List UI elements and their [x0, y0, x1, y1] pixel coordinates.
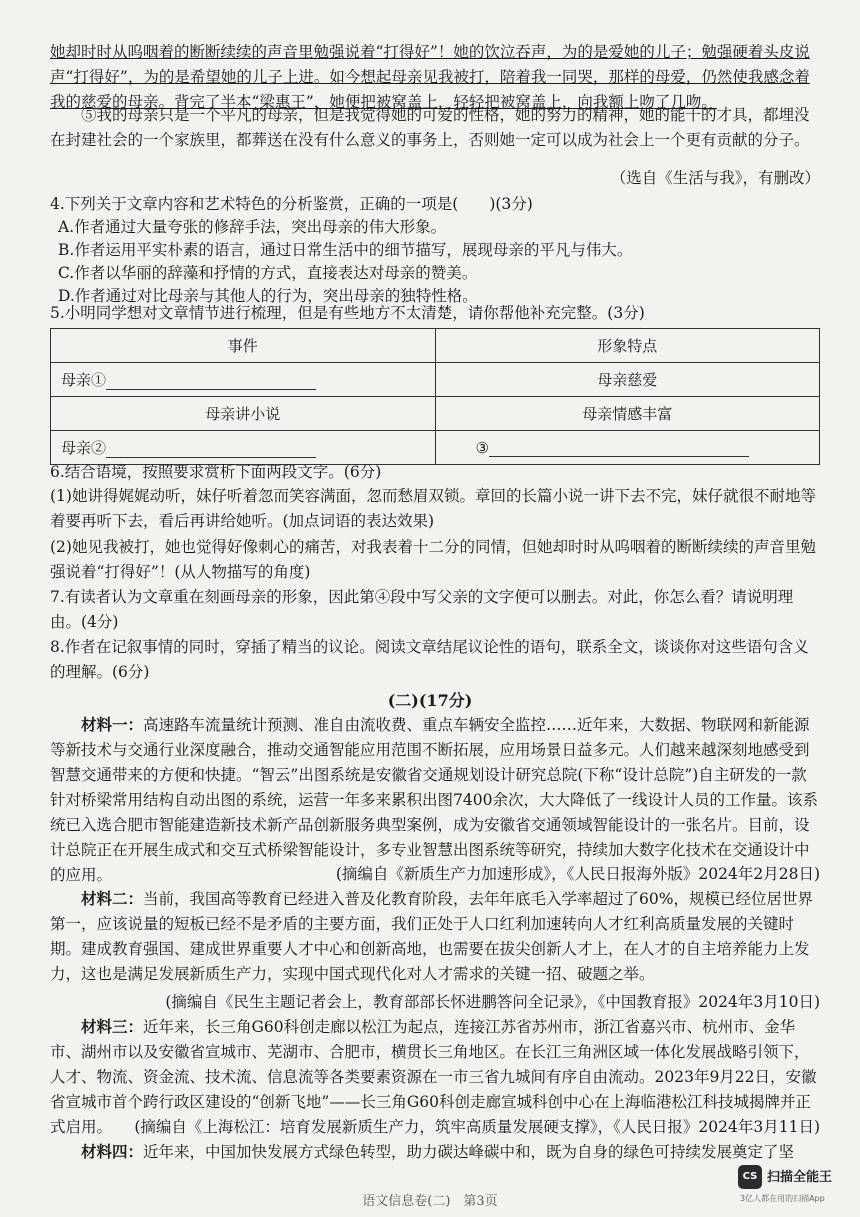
- table-header-event: 事件: [51, 329, 436, 363]
- question-4-option-b: B.作者运用平实朴素的语言，通过日常生活中的细节描写，展现母亲的平凡与伟大。: [58, 241, 633, 259]
- passage-source: （选自《生活与我》，有删改）: [610, 169, 820, 187]
- question-4-option-c: C.作者以华丽的辞藻和抒情的方式，直接表达对母亲的赞美。: [58, 264, 478, 282]
- table-cell-trait: 母亲慈爱: [435, 363, 820, 397]
- material-1-source: (摘编自《新质生产力加速形成》，《人民日报海外版》2024年2月28日): [335, 865, 820, 883]
- question-4-stem: 4.下列关于文章内容和艺术特色的分析鉴赏，正确的一项是( )(3分): [50, 195, 533, 213]
- question-4-option-a: A.作者通过大量夸张的修辞手法，突出母亲的伟大形象。: [58, 218, 447, 236]
- cell-text: 母亲②: [61, 439, 107, 457]
- material-label: 材料三：: [81, 1017, 144, 1036]
- table-cell-event: 母亲讲小说: [51, 397, 436, 431]
- table-header-row: [51, 329, 820, 363]
- scanner-watermark: [738, 1163, 850, 1207]
- table-row: [51, 397, 820, 431]
- plot-summary-table: [50, 328, 820, 465]
- question-6-item-2: (2)她见我被打，她也觉得好像刺心的痛苦，对我表着十二分的同情，但她却时时从呜咽着的断断续续的声音里勉强说着“打得好”！(从人物描写的角度): [50, 538, 816, 581]
- material-label: 材料二：: [81, 889, 144, 908]
- material-4: [50, 1139, 820, 1165]
- table-header-trait: 形象特点: [435, 329, 820, 363]
- camscanner-logo-icon: CS: [738, 1165, 762, 1189]
- material-3-source: (摘编自《上海松江：培育发展新质生产力，筑牢高质量发展硬支撑》，《人民日报》2024年3月11日): [134, 1118, 820, 1136]
- material-2: [50, 886, 820, 987]
- material-text: 高速路车流量统计预测、准自由流收费、重点车辆安全监控……近年来，大数据、物联网和新能源等新技术与交通行业深度融合，推动交通智能应用范围不断拓展，应用场景日益多元。人们越来越深刻地感受到智慧交通带来的方便和快捷。“智云”出图系统是安徽省交通规划设计研究总院(下称“设计总院”)自主研发的一款针对桥梁常用结构自动出图的系统，运营一年多来累积出图7400余次，大大降低了一线设计人员的工作量。该系统已入选合肥市智能建造新技术新产品创新服务典型案例，成为安徽省交通领域智能设计的一张名片。目前，设计总院正在开展生成式和交互式桥梁智能设计，多专业智慧出图系统等研究，持续加大数字化技术在交通设计中的应用。: [50, 716, 818, 884]
- material-label: 材料一：: [81, 715, 144, 734]
- material-text: 当前，我国高等教育已经进入普及化教育阶段，去年年底毛入学率超过了60%，规模已经位居世界第一，应该说量的短板已经不是矛盾的主要方面，我们正处于人口红利加速转向人才红利高质量发展的关键时期。建成教育强国、建成世界重要人才中心和创新高地，也需要在拔尖创新人才上，在人才的自主培养能力上发力，这也是满足发展新质生产力，实现中国式现代化对人才需求的关键一招、破题之举。: [50, 890, 813, 983]
- question-8: 8.作者在记叙事情的同时，穿插了精当的议论。阅读文章结尾议论性的语句，联系全文，谈谈你对这些语句含义的理解。(6分): [50, 638, 809, 681]
- question-5-stem: 5.小明同学想对文章情节进行梳理，但是有些地方不太清楚，请你帮他补充完整。(3分): [50, 304, 645, 322]
- question-7: 7.有读者认为文章重在刻画母亲的形象，因此第④段中写父亲的文字便可以删去。对此，你怎么看？请说明理由。(4分): [50, 588, 794, 631]
- answer-blank[interactable]: [106, 373, 316, 390]
- scanner-tagline: 3亿人都在用的扫描App: [740, 1194, 825, 1203]
- table-row: [51, 363, 820, 397]
- material-label: 材料四：: [81, 1142, 144, 1161]
- passage-paragraph-top: 她却时时从呜咽着的断断续续的声音里勉强说着“打得好”！她的饮泣吞声，为的是爱她的儿子；勉强硬着头皮说声“打得好”，为的是希望她的儿子上进。如今想起母亲见我被打，陪着我一同哭，那样的母爱，仍然使我感念着我的慈爱的母亲。背完了半本“梁惠王”，她便把被窝盖上，轻轻把被窝盖上，向我额上吻了几吻。: [50, 43, 810, 111]
- question-6-stem: 6.结合语境，按照要求赏析下面两段文字。(6分): [50, 463, 382, 481]
- page-footer: 语文信息卷(二) 第3页: [362, 1194, 498, 1209]
- table-cell-trait: 母亲情感丰富: [435, 397, 820, 431]
- cell-text: ③: [475, 438, 489, 457]
- material-text: 近年来，长三角G60科创走廊以松江为起点，连接江苏省苏州市，浙江省嘉兴市、杭州市、金华市、湖州市以及安徽省宣城市、芜湖市、合肥市，横贯长三角地区。在长江三角洲区域一体化发展战略引领下，人才、物流、资金流、技术流、信息流等各类要素资源在一市三省九城间有序自由流动。2023年9月22日，安徽省宣城市首个跨行政区建设的“创新飞地”——长三角G60科创走廊宣城科创中心在上海临港松江科技城揭牌并正式启用。: [50, 1018, 817, 1136]
- material-2-source: (摘编自《民生主题记者会上，教育部部长怀进鹏答问全记录》，《中国教育报》2024年3月10日): [165, 993, 820, 1011]
- answer-blank[interactable]: [489, 440, 749, 457]
- section-2-heading: (二)(17分): [387, 691, 473, 710]
- question-6-item-1: (1)她讲得娓娓动听，妹仔听着忽而笑容满面，忽而愁眉双锁。章回的长篇小说一讲下去不完，妹仔就很不耐地等着要再听下去，看后再讲给她听。(加点词语的表达效果): [50, 487, 816, 530]
- material-text: 近年来，中国加快发展方式绿色转型，助力碳达峰碳中和，既为自身的绿色可持续发展奠定了坚: [143, 1143, 795, 1161]
- answer-blank[interactable]: [106, 441, 316, 458]
- scanner-app-name: 扫描全能王: [767, 1170, 833, 1185]
- passage-paragraph-5: ⑤我的母亲只是一个平凡的母亲，但是我觉得她的可爱的性格，她的努力的精神，她的能干的才具，都埋没在封建社会的一个家族里，都葬送在没有什么意义的事务上，否则她一定可以成为社会上一个更有贡献的分子。: [50, 106, 810, 149]
- table-cell-event: [51, 363, 436, 397]
- cell-text: 母亲①: [61, 371, 107, 389]
- question-4-option-d: D.作者通过对比母亲与其他人的行为，突出母亲的独特性格。: [58, 287, 478, 305]
